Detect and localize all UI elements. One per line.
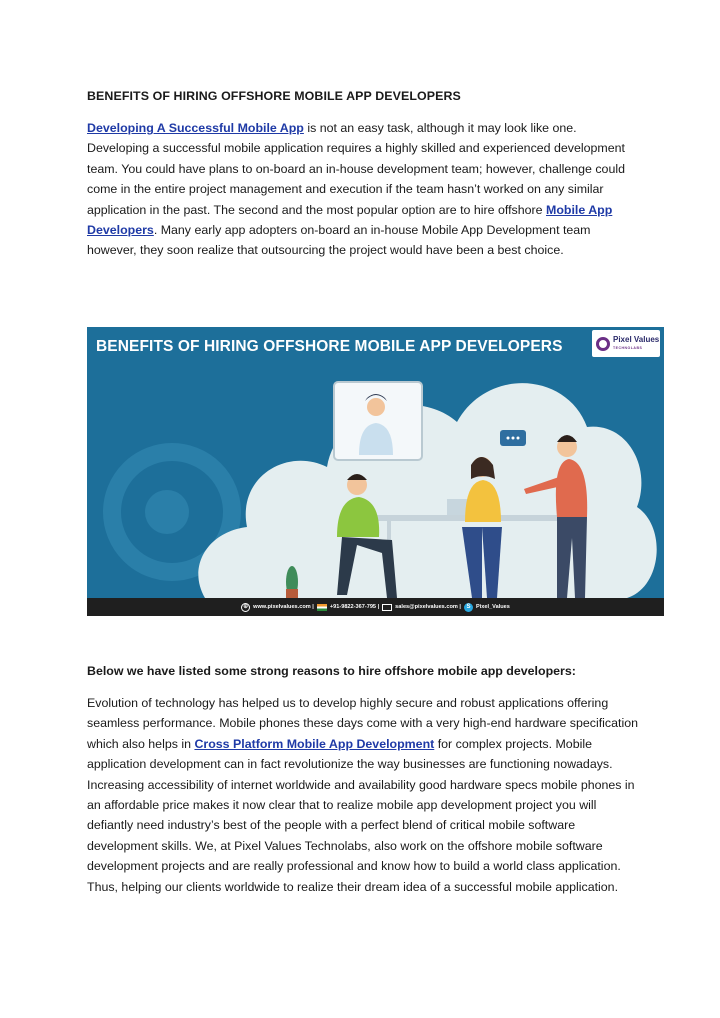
email-text: sales@pixelvalues.com | xyxy=(395,604,461,610)
banner-illustration xyxy=(87,327,664,616)
skype-text: Pixel_Values xyxy=(475,604,510,610)
intro-text-2: . Many early app adopters on-board an in-house Mobile App Development team however, they soon realize that outsourcing the project would have been a best choice. xyxy=(87,223,591,258)
mobile-app-developers-link[interactable]: Mobile App Developers xyxy=(87,202,613,238)
page-heading: BENEFITS OF HIRING OFFSHORE MOBILE APP DEVELOPERS xyxy=(87,89,461,103)
cross-platform-link[interactable]: Cross Platform Mobile App Development xyxy=(194,736,435,751)
banner-contact-bar xyxy=(87,598,664,616)
benefits-banner-image xyxy=(87,327,664,616)
logo-icon xyxy=(596,337,610,351)
reasons-paragraph xyxy=(87,693,639,897)
skype-icon: S xyxy=(464,603,473,612)
logo-name: Pixel Values xyxy=(613,334,660,344)
logo-subtitle: TECHNOLABS xyxy=(613,345,643,350)
developing-mobile-app-link[interactable]: Developing A Successful Mobile App xyxy=(87,121,304,135)
pixel-values-logo xyxy=(592,330,660,357)
phone-text: +91-9822-367-795 | xyxy=(329,604,380,610)
banner-title: BENEFITS OF HIRING OFFSHORE MOBILE APP DEVELOPERS xyxy=(96,338,563,355)
reasons-subheading: Below we have listed some strong reasons to hire offshore mobile app developers: xyxy=(87,664,576,678)
globe-icon: ⊕ xyxy=(243,603,249,610)
reasons-text-2: for complex projects. Mobile application development can in fact revolutionize the way businesses are functioning nowadays. Increasing accessibility of internet worldwide and availability good hardware specs mobile phones in an affordable price makes it now clear that to realize mobile app development project you will defiantly need industry’s best of the people with a perfect blend of critical mobile software development skills. We, at Pixel Values Technolabs, also work on the offshore mobile software development projects and are really professional and know how to build a world class application. Thus, helping our clients worldwide to realize their dream idea of a successful mobile application. xyxy=(87,736,635,894)
reasons-text-1: Evolution of technology has helped us to develop highly secure and robust applications offering seamless performance. Mobile phones these days come with a very high-end hardware specification which also helps in xyxy=(87,696,638,751)
intro-text-1: is not an easy task, although it may look like one. Developing a successful mobile application requires a highly skilled and experienced development team. You could have plans to on-board an in-house development team; however, challenge could come in the entire project management and execution if the team hasn’t worked on any similar application in the past. The second and the most popular option are to hire offshore xyxy=(87,121,625,217)
intro-paragraph xyxy=(87,118,639,261)
mail-icon xyxy=(382,604,392,611)
india-flag-icon xyxy=(317,604,327,611)
website-text: www.pixelvalues.com | xyxy=(253,604,314,610)
